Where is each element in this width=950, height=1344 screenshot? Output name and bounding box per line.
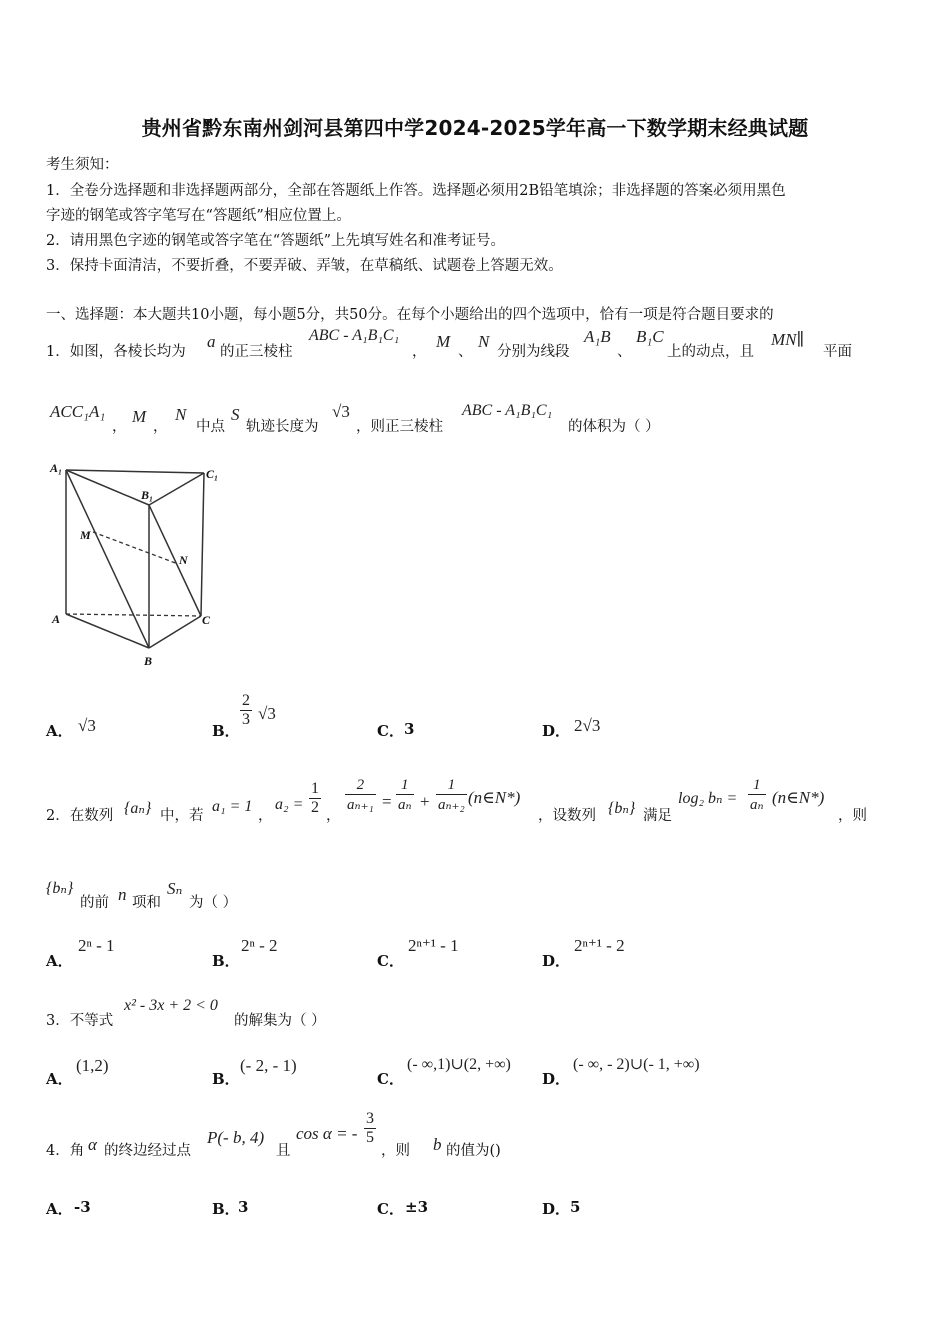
q2-a2-den: 2 <box>311 799 319 816</box>
q1-option-b-value: √3 <box>258 704 276 723</box>
q2-rec-den-1: aₙ₊₁ <box>347 797 374 813</box>
figure-label-a: A <box>52 612 61 626</box>
q1-text-6: 中点 <box>196 419 225 435</box>
q2-comma-1: ， <box>258 808 273 824</box>
q2-text-7: 项和 <box>132 895 161 911</box>
q1-option-c-value: 3 <box>404 720 415 738</box>
q4-text-4: ，则 <box>381 1143 410 1159</box>
q1-var-m: M <box>436 332 451 351</box>
q4-cos-fraction <box>364 1110 376 1147</box>
q1-option-b-fraction <box>240 692 252 729</box>
q3-option-a-letter[interactable]: A． <box>46 1070 73 1088</box>
q2-sn: Sₙ <box>167 879 183 898</box>
page-title: 贵州省黔东南州剑河县第四中学2024-2025学年高一下数学期末经典试题 <box>141 116 809 140</box>
notice-heading: 考生须知： <box>46 157 119 173</box>
q2-rec-num-1: 2 <box>345 777 376 795</box>
q2-seq-b: {bₙ} <box>608 800 636 817</box>
q1-comma-1: ， <box>412 344 427 360</box>
edge-ab <box>66 614 149 648</box>
q2-log-den: aₙ <box>750 797 764 813</box>
q1-option-b-letter[interactable]: B． <box>212 722 240 740</box>
q1-plane: ACC₁A₁ <box>50 402 106 421</box>
q4-text-5: 的值为() <box>446 1143 501 1159</box>
q2-option-d-letter[interactable]: D． <box>542 952 571 970</box>
q2-var-n: n <box>118 885 127 904</box>
q1-option-a-value: √3 <box>78 716 96 735</box>
q4-option-b-letter[interactable]: B． <box>212 1200 240 1218</box>
q1-var-n: N <box>478 332 490 351</box>
q3-text-2: 的解集为（ ） <box>234 1013 326 1029</box>
figure-label-c1: C₁ <box>206 467 219 481</box>
figure-label-n: N <box>179 553 188 567</box>
q4-cos-lhs: cos α = - <box>296 1124 358 1143</box>
q3-inequality: x² - 3x + 2 < 0 <box>124 997 218 1014</box>
q3-option-d-letter[interactable]: D． <box>542 1070 571 1088</box>
q2-log-num: 1 <box>748 777 766 795</box>
q2-option-a-value: 2ⁿ - 1 <box>78 936 115 955</box>
edge-bc <box>149 616 201 648</box>
notice-item-1-cont: 字迹的钢笔或答字笔写在“答题纸”相应位置上。 <box>46 208 351 224</box>
q3-option-a-value: (1,2) <box>76 1056 109 1075</box>
figure-label-b: B <box>144 654 153 668</box>
prism-figure <box>44 458 234 673</box>
q1-var-a: a <box>207 332 216 351</box>
q1-length: √3 <box>332 402 350 421</box>
q1-text-4: 上的动点，且 <box>667 344 754 360</box>
q2-option-d-value: 2ⁿ⁺¹ - 2 <box>574 936 625 955</box>
q4-option-a-value: -3 <box>74 1198 91 1216</box>
q4-alpha: α <box>88 1135 97 1154</box>
segment-a1b <box>66 470 149 648</box>
q1-option-b-den: 3 <box>242 711 250 728</box>
edge-a1c1 <box>66 470 204 473</box>
q2-text-8: 为（ ） <box>189 895 238 911</box>
q1-var-n-2: N <box>175 405 187 424</box>
q2-text-5: ，则 <box>838 808 867 824</box>
q2-text-1: 2．在数列 <box>46 808 114 824</box>
notice-item-2: 2．请用黑色字迹的钢笔或答字笔在“答题纸”上先填写姓名和准考证号。 <box>46 233 506 249</box>
q3-option-b-value: (- 2, - 1) <box>240 1056 297 1075</box>
q2-text-6: 的前 <box>80 895 109 911</box>
q1-seg-1: A₁B <box>584 327 611 346</box>
q2-a2-num: 1 <box>311 780 319 797</box>
q4-option-c-value: ±3 <box>405 1198 429 1216</box>
q4-cos-den: 5 <box>366 1129 374 1146</box>
q2-rec-frac-3 <box>436 777 467 814</box>
q2-text-4: 满足 <box>643 808 672 824</box>
q3-option-b-letter[interactable]: B． <box>212 1070 240 1088</box>
q2-log-lhs: log₂ bₙ = <box>678 790 738 807</box>
q2-comma-2: ， <box>326 808 341 824</box>
q2-rec-num-3: 1 <box>436 777 467 795</box>
figure-label-a1: A₁ <box>50 461 63 475</box>
notice-item-1: 1．全卷分选择题和非选择题两部分，全部在答题纸上作答。选择题必须用2B铅笔填涂；非选择题的答案必须用黑色 <box>46 183 786 199</box>
q2-a1: a₁ = 1 <box>212 798 253 815</box>
q1-dun-1: 、 <box>458 344 473 360</box>
segment-b1c <box>149 505 201 616</box>
q1-dun-2: 、 <box>617 344 632 360</box>
q1-option-a-letter[interactable]: A． <box>46 722 73 740</box>
q1-text-3: 分别为线段 <box>497 344 570 360</box>
q1-seg-2: B₁C <box>636 327 664 346</box>
q1-prism: ABC - A₁B₁C₁ <box>309 327 400 344</box>
q2-equals: = <box>382 792 392 811</box>
q2-option-b-value: 2ⁿ - 2 <box>241 936 278 955</box>
q4-point: P(- b, 4) <box>207 1128 265 1147</box>
q2-seq-b-2: {bₙ} <box>46 880 74 897</box>
q4-text-2: 的终边经过点 <box>104 1143 191 1159</box>
q4-option-d-letter[interactable]: D． <box>542 1200 571 1218</box>
q2-log-fraction <box>748 777 766 814</box>
notice-item-3: 3．保持卡面清洁，不要折叠，不要弄破、弄皱，在草稿纸、试题卷上答题无效。 <box>46 258 563 274</box>
q1-text-8: ，则正三棱柱 <box>356 419 443 435</box>
q1-option-b-num: 2 <box>242 692 250 709</box>
q1-var-s: S <box>231 405 240 424</box>
q2-rec-den-2: aₙ <box>398 797 412 813</box>
q4-option-d-value: 5 <box>570 1198 581 1216</box>
q2-option-b-letter[interactable]: B． <box>212 952 240 970</box>
q2-rec-num-2: 1 <box>396 777 414 795</box>
q4-cos-num: 3 <box>366 1110 374 1127</box>
q3-text-1: 3．不等式 <box>46 1013 114 1029</box>
q2-option-c-letter[interactable]: C． <box>377 952 404 970</box>
segment-mn <box>93 532 178 564</box>
q1-text-5: 平面 <box>823 344 852 360</box>
q2-text-2: 中，若 <box>160 808 204 824</box>
q4-option-c-letter[interactable]: C． <box>377 1200 404 1218</box>
edge-a1b1 <box>66 470 149 505</box>
q2-condition-2: (n∈N*) <box>772 788 825 807</box>
q4-option-a-letter[interactable]: A． <box>46 1200 73 1218</box>
figure-label-b1: B₁ <box>141 488 154 502</box>
q4-option-b-value: 3 <box>238 1198 249 1216</box>
q2-rec-den-3: aₙ₊₂ <box>438 797 465 813</box>
q1-comma-3: ， <box>153 419 168 435</box>
q4-text-3: 且 <box>276 1143 291 1159</box>
q2-a2-lhs: a₂ = <box>275 796 304 813</box>
q2-option-c-value: 2ⁿ⁺¹ - 1 <box>408 936 459 955</box>
q2-rec-frac-2 <box>396 777 414 814</box>
q1-text-2: 的正三棱柱 <box>220 344 293 360</box>
q1-text-1: 1．如图，各棱长均为 <box>46 344 186 360</box>
q3-option-c-letter[interactable]: C． <box>377 1070 404 1088</box>
q2-seq-a: {aₙ} <box>124 800 152 817</box>
q2-option-a-letter[interactable]: A． <box>46 952 73 970</box>
q1-var-m-2: M <box>132 407 147 426</box>
edge-b1c1 <box>149 473 204 505</box>
q1-option-d-letter[interactable]: D． <box>542 722 571 740</box>
figure-label-m: M <box>80 528 91 542</box>
section-heading: 一、选择题：本大题共10小题，每小题5分，共50分。在每个小题给出的四个选项中，恰有一项是符合题目要求的 <box>46 307 774 323</box>
q2-plus: + <box>420 792 430 811</box>
q1-mn-parallel: MN∥ <box>771 330 805 349</box>
q1-text-9: 的体积为（ ） <box>568 419 660 435</box>
q1-comma-2: ， <box>112 419 127 435</box>
q1-option-c-letter[interactable]: C． <box>377 722 404 740</box>
q1-prism-2: ABC - A₁B₁C₁ <box>462 402 553 419</box>
q3-option-d-value: (- ∞, - 2)∪(- 1, +∞) <box>573 1056 700 1073</box>
q4-var-b: b <box>433 1135 442 1154</box>
q4-text-1: 4．角 <box>46 1143 85 1159</box>
q1-text-7: 轨迹长度为 <box>246 419 319 435</box>
q2-a2-fraction <box>309 780 321 817</box>
q1-option-d-value: 2√3 <box>574 716 601 735</box>
q2-text-3: ，设数列 <box>538 808 596 824</box>
q2-condition: (n∈N*) <box>468 788 521 807</box>
q3-option-c-value: (- ∞,1)∪(2, +∞) <box>407 1056 511 1073</box>
edge-cc1 <box>201 473 204 616</box>
q2-rec-frac-1 <box>345 777 376 814</box>
figure-label-c: C <box>202 613 211 627</box>
